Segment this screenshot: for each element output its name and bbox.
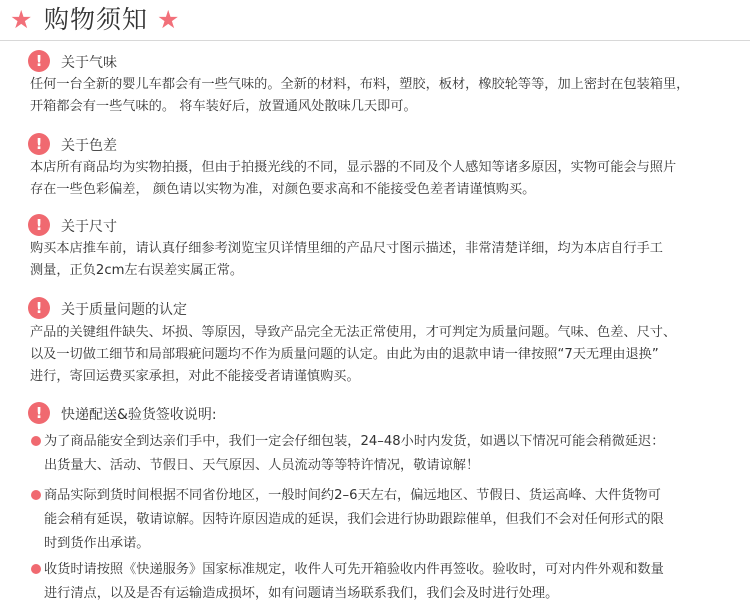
body-line: 购买本店推车前，请认真仔细参考浏览宝贝详情里细的产品尺寸图示描述，非常清楚详细，均为本店自行手工 [30,241,663,256]
bullet-text [44,558,664,606]
body-line: 开箱都会有一些气味的。 将车装好后，放置通风处散味几天即可。 [30,99,417,114]
exclamation-icon: ! [28,214,50,236]
section-title: 关于质量问题的认定 [61,302,187,318]
body-line: 为了商品能安全到达亲们手中，我们一定会仔细包装，24–48小时内发货，如遇以下情况可能会稍微延迟： [44,434,665,449]
body-line: 时到货作出承诺。 [44,536,150,551]
body-line: 以及一切做工细节和局部瑕疵问题均不作为质量问题的认定。由此为由的退款申请一律按照“7天无理由退换” [30,347,659,362]
section-body [30,238,745,282]
page-header [0,0,750,48]
exclamation-icon: ! [28,402,50,424]
body-line: 任何一台全新的婴儿车都会有一些气味的。全新的材料，布料，塑胶，板材，橡胶轮等等，加上密封在包装箱里， [30,77,690,92]
star-icon: ★ [157,5,180,34]
exclamation-icon: ! [28,50,50,72]
section-title: 快递配送&验货签收说明: [61,407,217,423]
body-line: 本店所有商品均为实物拍摄，但由于拍摄光线的不同，显示器的不同及个人感知等诸多原因，实物可能会与照片 [30,160,677,175]
exclamation-icon: ! [28,133,50,155]
star-icon: ★ [10,5,33,34]
body-line: 测量，正负2cm左右误差实属正常。 [30,263,244,278]
body-line: 商品实际到货时间根据不同省份地区，一般时间约2–6天左右，偏远地区、节假日、货运高峰、大件货物可 [44,488,661,503]
body-line: 能会稍有延误，敬请谅解。因特许原因造成的延误，我们会进行协助跟踪催单，但我们不会对任何形式的限 [44,512,664,527]
body-line: 出货量大、活动、节假日、天气原因、人员流动等等特许情况，敬请谅解！ [44,458,480,473]
section-title: 关于气味 [61,55,117,71]
exclamation-icon: ! [28,297,50,319]
section-body [30,74,745,118]
body-line: 收货时请按照《快递服务》国家标准规定，收件人可先开箱验收内件再签收。验收时，可对内件外观和数量 [44,562,664,577]
page-title: 购物须知 [44,5,149,34]
section-body [30,157,745,201]
bullet-text [44,430,664,478]
bullet-dot-icon [31,436,41,446]
bullet-text [44,484,664,556]
body-line: 存在一些色彩偏差， 颜色请以实物为准，对颜色要求高和不能接受色差者请谨慎购买。 [30,182,536,197]
header-divider [0,40,750,41]
body-line: 进行清点，以及是否有运输造成损坏，如有问题请当场联系我们，我们会及时进行处理。 [44,586,559,601]
section-title: 关于色差 [61,138,117,154]
bullet-dot-icon [31,490,41,500]
body-line: 产品的关键组件缺失、坏损、等原因，导致产品完全无法正常使用，才可判定为质量问题。气味、色差、尺寸、 [30,325,677,340]
bullet-dot-icon [31,564,41,574]
section-body [30,322,745,388]
body-line: 进行，寄回运费买家承担，对此不能接受者请谨慎购买。 [30,369,360,384]
section-title: 关于尺寸 [61,219,117,235]
